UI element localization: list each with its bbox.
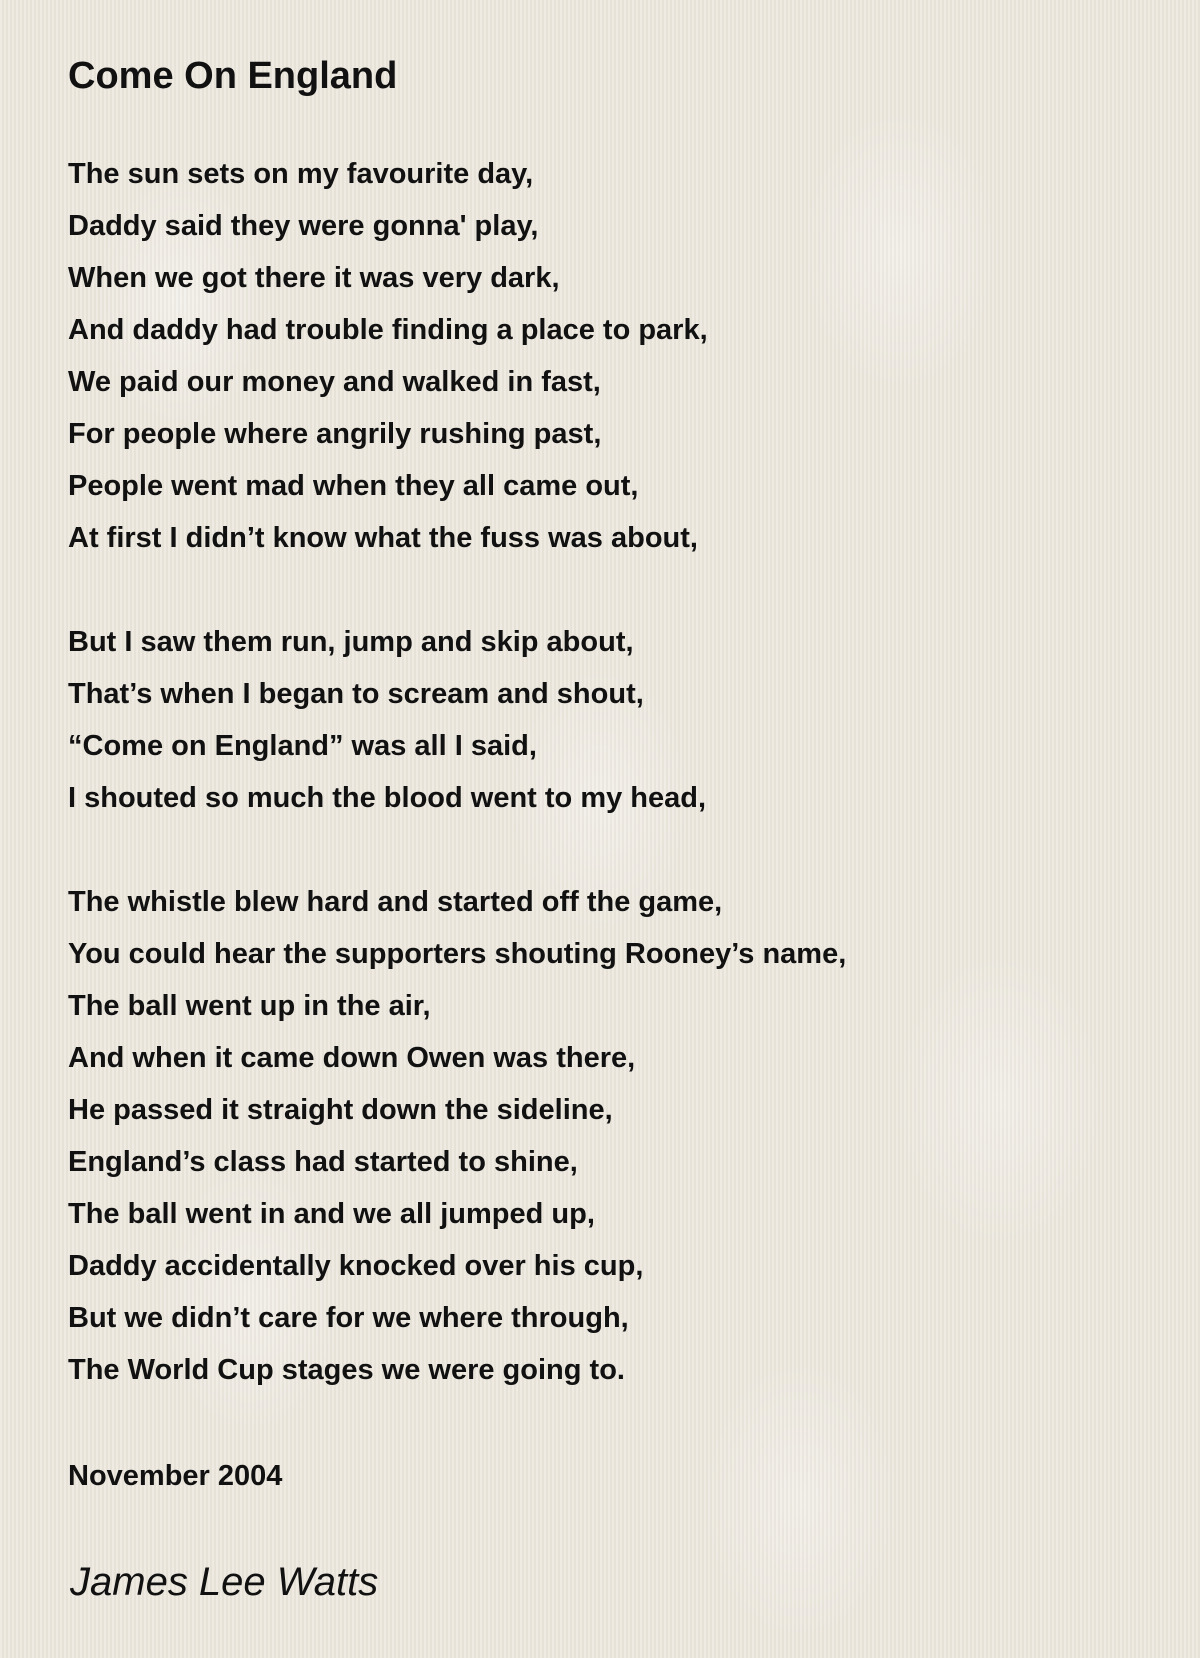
poem-line: When we got there it was very dark, [68, 262, 560, 294]
poem-line: You could hear the supporters shouting Rooney’s name, [68, 938, 847, 970]
poem-line: He passed it straight down the sideline, [68, 1094, 613, 1126]
poem-body [68, 148, 846, 1448]
poem-line: Daddy said they were gonna' play, [68, 210, 539, 242]
poem-line: For people where angrily rushing past, [68, 418, 602, 450]
poem-line: We paid our money and walked in fast, [68, 366, 601, 398]
poem-line: The ball went up in the air, [68, 990, 431, 1022]
poem-line: “Come on England” was all I said, [68, 730, 537, 762]
stanza-1 [68, 148, 846, 564]
stanza-3 [68, 876, 846, 1396]
poem-line: The ball went in and we all jumped up, [68, 1198, 595, 1230]
poem-date: November 2004 [68, 1460, 283, 1492]
poem-line: At first I didn’t know what the fuss was about, [68, 522, 698, 554]
poem-line: And daddy had trouble finding a place to park, [68, 314, 708, 346]
poem-line: But I saw them run, jump and skip about, [68, 626, 634, 658]
poem-line: England’s class had started to shine, [68, 1146, 578, 1178]
poem-line: The whistle blew hard and started off the game, [68, 886, 723, 918]
poem-title: Come On England [68, 55, 398, 97]
poem-line: The World Cup stages we were going to. [68, 1354, 625, 1386]
stanza-2 [68, 616, 846, 824]
poem-author: James Lee Watts [70, 1560, 379, 1604]
poem-line: That’s when I began to scream and shout, [68, 678, 644, 710]
poem-line: Daddy accidentally knocked over his cup, [68, 1250, 644, 1282]
poem-line: People went mad when they all came out, [68, 470, 639, 502]
poem-line: The sun sets on my favourite day, [68, 158, 534, 190]
poem-line: But we didn’t care for we where through, [68, 1302, 629, 1334]
poem-line: And when it came down Owen was there, [68, 1042, 636, 1074]
poem-line: I shouted so much the blood went to my head, [68, 782, 707, 814]
